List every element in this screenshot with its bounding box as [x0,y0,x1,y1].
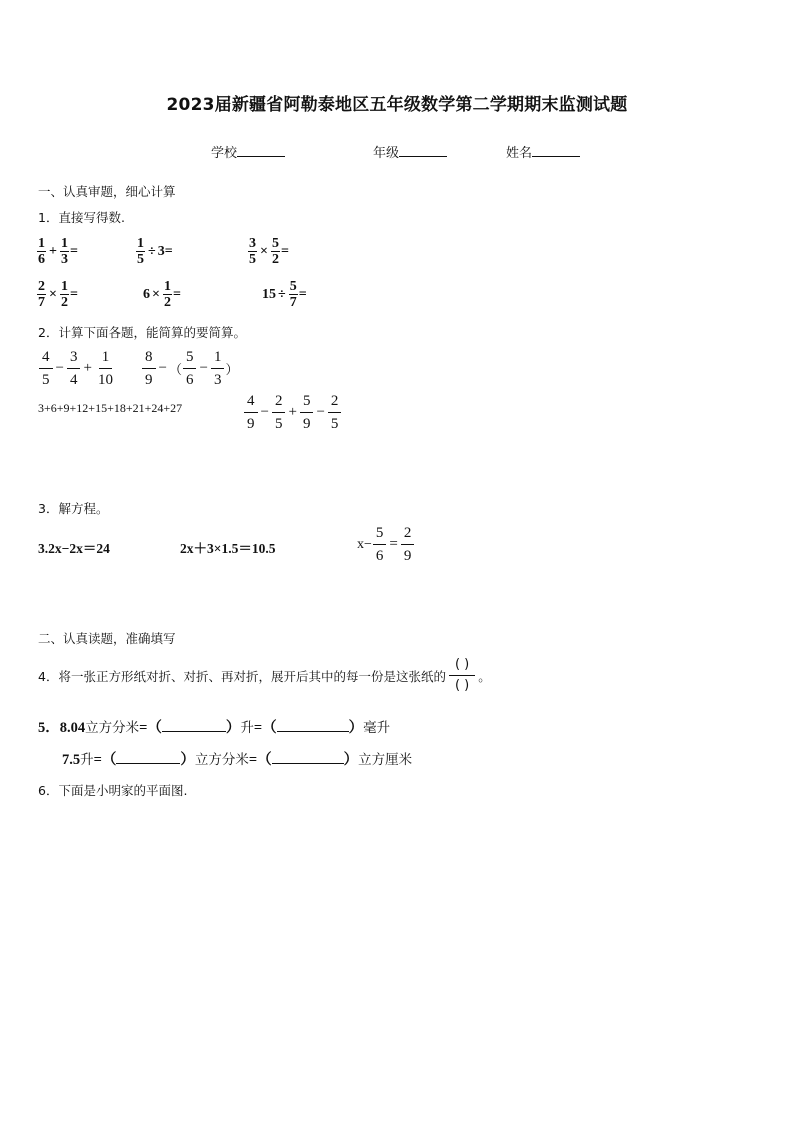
q2-expression-4: $\frac{4}{9}$ − $\frac{2}{5}$ + $\frac{5}{9}$ − $\frac{2}{5}$ [243,390,342,435]
q2-expression-3: 3+6+9+12+15+18+21+24+27 [38,401,183,415]
grade-label: 年级 [373,146,400,161]
school-blank [237,144,285,157]
name-field [506,142,580,161]
school-field [211,142,285,161]
question-4: 4．将一张正方形纸对折、对折、再对折，展开后其中的每一份是这张纸的 ( ) ( ) 。 [38,655,491,696]
name-label: 姓名 [506,146,533,161]
question-5-line-1: 5．8.04立方分米=（ ）升=（ ）毫升 [38,720,391,736]
q1-item-4: $\frac{2}{7}$ × $\frac{1}{2}$ = [38,279,78,310]
grade-field [373,142,447,161]
q1-item-5: 6 × $\frac{1}{2}$ = [143,279,181,310]
question-6-label: 6．下面是小明家的平面图. [38,783,188,798]
page-title: 2023届新疆省阿勒泰地区五年级数学第二学期期末监测试题 [166,95,628,115]
question-5-line-2: 7.5升=（ ）立方分米=（ ）立方厘米 [62,752,413,768]
grade-blank [399,144,447,157]
q1-item-3: $\frac{3}{5}$ × $\frac{5}{2}$ = [249,236,289,267]
q5-blank-3[interactable] [116,750,180,764]
q2-expression-1: $\frac{4}{5}$ − $\frac{3}{4}$ + $\frac{1}{10}$ [38,346,117,391]
q5-blank-4[interactable] [272,750,344,764]
question-2-label: 2．计算下面各题，能简算的要简算。 [38,325,246,340]
question-4-text: 4．将一张正方形纸对折、对折、再对折，展开后其中的每一份是这张纸的 [38,668,446,684]
q3-equation-2: 2x＋3×1.5＝10.5 [180,541,276,556]
q5-blank-1[interactable] [162,718,226,732]
q1-item-6: 15 ÷ $\frac{5}{7}$ = [262,279,307,310]
school-label: 学校 [211,146,238,161]
question-1-label: 1．直接写得数. [38,210,125,225]
q2-expression-2: $\frac{8}{9}$ − （ $\frac{5}{6}$ − $\frac{1}{3}$ ） [141,346,238,391]
section-1-heading: 一、认真审题，细心计算 [38,184,176,199]
q5-blank-2[interactable] [277,718,349,732]
answer-fraction-blank[interactable]: ( ) ( ) [449,655,475,696]
q3-equation-3: x− $\frac{5}{6}$ = $\frac{2}{9}$ [357,522,415,567]
question-3-label: 3．解方程。 [38,501,109,516]
section-2-heading: 二、认真读题，准确填写 [38,631,176,646]
q1-item-1: $\frac{1}{6}$ + $\frac{1}{3}$ = [38,236,78,267]
name-blank [532,144,580,157]
q1-item-2: $\frac{1}{5}$ ÷ 3 = [137,236,173,267]
q3-equation-1: 3.2x−2x＝24 [38,541,110,556]
